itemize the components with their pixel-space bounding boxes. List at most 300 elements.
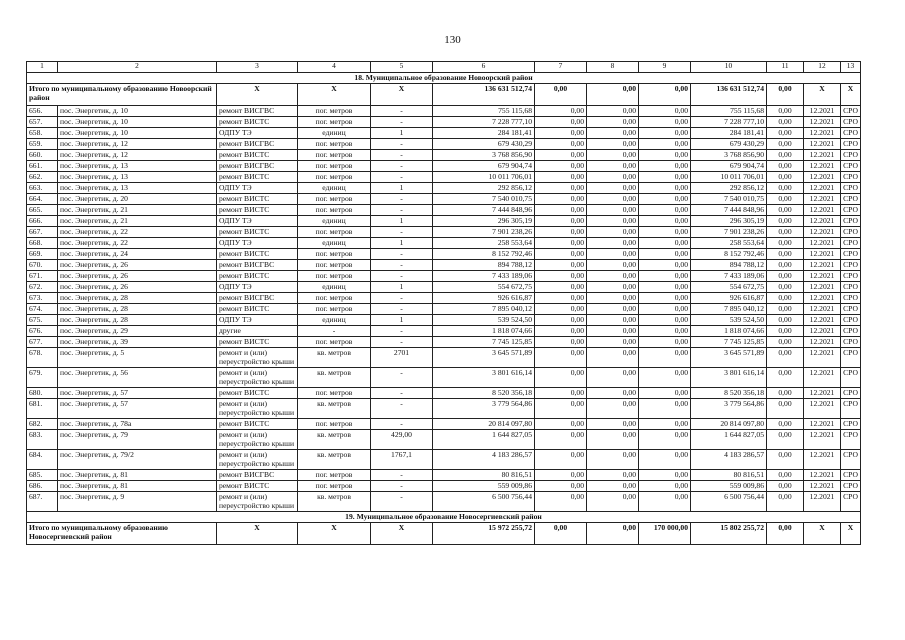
fund-cell: 0,00	[535, 315, 587, 326]
other-cell: 0,00	[767, 238, 804, 249]
owners-cell: 20 814 097,80	[691, 419, 767, 430]
unit-cell: пог. метров	[298, 260, 371, 271]
cost-cell: 10 011 706,01	[433, 172, 535, 183]
method-cell: СРО	[841, 368, 861, 388]
address-cell: пос. Энергетик, д. 24	[58, 249, 217, 260]
budget-cell: 0,00	[587, 326, 639, 337]
volume-cell: -	[371, 470, 433, 481]
unit-cell: пог. метров	[298, 419, 371, 430]
volume-cell: 1	[371, 128, 433, 139]
fund-cell: 0,00	[535, 368, 587, 388]
row-number: 664.	[27, 194, 58, 205]
address-cell: пос. Энергетик, д. 29	[58, 326, 217, 337]
volume-cell: -	[371, 419, 433, 430]
total-cell: X	[804, 84, 841, 106]
section-total-row	[27, 523, 861, 545]
local-cell: 0,00	[639, 117, 691, 128]
budget-cell: 0,00	[587, 216, 639, 227]
owners-cell: 3 768 856,90	[691, 150, 767, 161]
local-cell: 0,00	[639, 282, 691, 293]
address-cell: пос. Энергетик, д. 28	[58, 304, 217, 315]
method-cell: СРО	[841, 419, 861, 430]
budget-cell: 0,00	[587, 348, 639, 368]
address-cell: пос. Энергетик, д. 56	[58, 368, 217, 388]
row-number: 674.	[27, 304, 58, 315]
date-cell: 12.2021	[804, 348, 841, 368]
table-row	[27, 337, 861, 348]
other-cell: 0,00	[767, 282, 804, 293]
volume-cell: 1	[371, 183, 433, 194]
local-cell: 0,00	[639, 106, 691, 117]
fund-cell: 0,00	[535, 282, 587, 293]
row-number: 682.	[27, 419, 58, 430]
budget-cell: 0,00	[587, 106, 639, 117]
budget-cell: 0,00	[587, 282, 639, 293]
column-number: 10	[691, 62, 767, 73]
address-cell: пос. Энергетик, д. 26	[58, 282, 217, 293]
fund-cell: 0,00	[535, 337, 587, 348]
row-number: 661.	[27, 161, 58, 172]
date-cell: 12.2021	[804, 216, 841, 227]
work-type-cell: ремонт и (или) переустройство крыши	[217, 348, 298, 368]
cost-cell: 679 430,29	[433, 139, 535, 150]
address-cell: пос. Энергетик, д. 79/2	[58, 450, 217, 470]
volume-cell: -	[371, 150, 433, 161]
fund-cell: 0,00	[535, 161, 587, 172]
local-cell: 0,00	[639, 368, 691, 388]
total-cell: X	[841, 84, 861, 106]
fund-cell: 0,00	[535, 106, 587, 117]
total-cell: X	[217, 523, 298, 545]
local-cell: 0,00	[639, 326, 691, 337]
work-type-cell: ремонт и (или) переустройство крыши	[217, 492, 298, 512]
budget-cell: 0,00	[587, 117, 639, 128]
owners-cell: 3 645 571,89	[691, 348, 767, 368]
volume-cell: -	[371, 304, 433, 315]
other-cell: 0,00	[767, 128, 804, 139]
total-cell: 0,00	[639, 84, 691, 106]
local-cell: 0,00	[639, 315, 691, 326]
local-cell: 0,00	[639, 128, 691, 139]
other-cell: 0,00	[767, 216, 804, 227]
address-cell: пос. Энергетик, д. 28	[58, 315, 217, 326]
work-type-cell: ремонт ВИСГВС	[217, 470, 298, 481]
local-cell: 0,00	[639, 227, 691, 238]
address-cell: пос. Энергетик, д. 28	[58, 293, 217, 304]
local-cell: 0,00	[639, 430, 691, 450]
unit-cell: пог. метров	[298, 106, 371, 117]
row-number: 683.	[27, 430, 58, 450]
owners-cell: 554 672,75	[691, 282, 767, 293]
budget-cell: 0,00	[587, 139, 639, 150]
table-row	[27, 128, 861, 139]
date-cell: 12.2021	[804, 399, 841, 419]
table-row	[27, 293, 861, 304]
budget-cell: 0,00	[587, 194, 639, 205]
address-cell: пос. Энергетик, д. 79	[58, 430, 217, 450]
cost-cell: 3 801 616,14	[433, 368, 535, 388]
fund-cell: 0,00	[535, 238, 587, 249]
method-cell: СРО	[841, 249, 861, 260]
total-cell: 0,00	[587, 84, 639, 106]
work-type-cell: ремонт ВИСГВС	[217, 161, 298, 172]
other-cell: 0,00	[767, 419, 804, 430]
method-cell: СРО	[841, 492, 861, 512]
cost-cell: 3 768 856,90	[433, 150, 535, 161]
date-cell: 12.2021	[804, 450, 841, 470]
row-number: 663.	[27, 183, 58, 194]
address-cell: пос. Энергетик, д. 57	[58, 388, 217, 399]
total-cell: X	[298, 523, 371, 545]
method-cell: СРО	[841, 227, 861, 238]
row-number: 659.	[27, 139, 58, 150]
fund-cell: 0,00	[535, 216, 587, 227]
address-cell: пос. Энергетик, д. 9	[58, 492, 217, 512]
unit-cell: единиц	[298, 216, 371, 227]
other-cell: 0,00	[767, 388, 804, 399]
total-cell: 0,00	[767, 523, 804, 545]
table-row	[27, 348, 861, 368]
local-cell: 0,00	[639, 194, 691, 205]
budget-cell: 0,00	[587, 172, 639, 183]
owners-cell: 3 801 616,14	[691, 368, 767, 388]
owners-cell: 926 616,87	[691, 293, 767, 304]
date-cell: 12.2021	[804, 194, 841, 205]
local-cell: 0,00	[639, 150, 691, 161]
address-cell: пос. Энергетик, д. 13	[58, 172, 217, 183]
volume-cell: 1	[371, 216, 433, 227]
column-number: 6	[433, 62, 535, 73]
work-type-cell: ремонт ВИСТС	[217, 205, 298, 216]
fund-cell: 0,00	[535, 271, 587, 282]
unit-cell: -	[298, 326, 371, 337]
cost-cell: 7 444 848,96	[433, 205, 535, 216]
owners-cell: 539 524,50	[691, 315, 767, 326]
fund-cell: 0,00	[535, 388, 587, 399]
cost-cell: 20 814 097,80	[433, 419, 535, 430]
cost-cell: 554 672,75	[433, 282, 535, 293]
other-cell: 0,00	[767, 326, 804, 337]
method-cell: СРО	[841, 337, 861, 348]
row-number: 686.	[27, 481, 58, 492]
unit-cell: пог. метров	[298, 249, 371, 260]
budget-cell: 0,00	[587, 128, 639, 139]
address-cell: пос. Энергетик, д. 12	[58, 150, 217, 161]
volume-cell: -	[371, 106, 433, 117]
date-cell: 12.2021	[804, 260, 841, 271]
cost-cell: 296 305,19	[433, 216, 535, 227]
date-cell: 12.2021	[804, 139, 841, 150]
method-cell: СРО	[841, 293, 861, 304]
table-row	[27, 249, 861, 260]
local-cell: 0,00	[639, 481, 691, 492]
unit-cell: пог. метров	[298, 194, 371, 205]
total-cell: X	[841, 523, 861, 545]
work-type-cell: ремонт ВИСГВС	[217, 139, 298, 150]
owners-cell: 679 904,74	[691, 161, 767, 172]
work-type-cell: ремонт ВИСТС	[217, 194, 298, 205]
other-cell: 0,00	[767, 183, 804, 194]
cost-cell: 8 520 356,18	[433, 388, 535, 399]
cost-cell: 7 745 125,85	[433, 337, 535, 348]
unit-cell: пог. метров	[298, 172, 371, 183]
date-cell: 12.2021	[804, 419, 841, 430]
fund-cell: 0,00	[535, 194, 587, 205]
budget-cell: 0,00	[587, 150, 639, 161]
unit-cell: пог. метров	[298, 205, 371, 216]
address-cell: пос. Энергетик, д. 12	[58, 139, 217, 150]
local-cell: 0,00	[639, 293, 691, 304]
fund-cell: 0,00	[535, 150, 587, 161]
date-cell: 12.2021	[804, 326, 841, 337]
volume-cell: -	[371, 194, 433, 205]
volume-cell: -	[371, 249, 433, 260]
work-type-cell: ремонт ВИСГВС	[217, 106, 298, 117]
cost-cell: 7 228 777,10	[433, 117, 535, 128]
total-cell: 136 631 512,74	[691, 84, 767, 106]
work-type-cell: ремонт ВИСТС	[217, 150, 298, 161]
method-cell: СРО	[841, 481, 861, 492]
table-row	[27, 216, 861, 227]
budget-cell: 0,00	[587, 419, 639, 430]
work-type-cell: ОДПУ ТЭ	[217, 238, 298, 249]
total-cell: X	[217, 84, 298, 106]
budget-cell: 0,00	[587, 249, 639, 260]
date-cell: 12.2021	[804, 150, 841, 161]
budget-cell: 0,00	[587, 238, 639, 249]
row-number: 656.	[27, 106, 58, 117]
column-number: 13	[841, 62, 861, 73]
unit-cell: пог. метров	[298, 388, 371, 399]
owners-cell: 4 183 286,57	[691, 450, 767, 470]
method-cell: СРО	[841, 238, 861, 249]
total-cell: X	[298, 84, 371, 106]
work-type-cell: ремонт ВИСГВС	[217, 293, 298, 304]
column-number: 12	[804, 62, 841, 73]
address-cell: пос. Энергетик, д. 78а	[58, 419, 217, 430]
fund-cell: 0,00	[535, 249, 587, 260]
fund-cell: 0,00	[535, 399, 587, 419]
address-cell: пос. Энергетик, д. 39	[58, 337, 217, 348]
column-number: 5	[371, 62, 433, 73]
volume-cell: 1767,1	[371, 450, 433, 470]
budget-cell: 0,00	[587, 430, 639, 450]
date-cell: 12.2021	[804, 271, 841, 282]
volume-cell: -	[371, 271, 433, 282]
owners-cell: 755 115,68	[691, 106, 767, 117]
table-row	[27, 326, 861, 337]
method-cell: СРО	[841, 399, 861, 419]
total-cell: 15 972 255,72	[433, 523, 535, 545]
table-row	[27, 315, 861, 326]
unit-cell: единиц	[298, 183, 371, 194]
cost-cell: 679 904,74	[433, 161, 535, 172]
fund-cell: 0,00	[535, 304, 587, 315]
total-label: Итого по муниципальному образованию Новосергиевский район	[27, 523, 217, 545]
other-cell: 0,00	[767, 348, 804, 368]
other-cell: 0,00	[767, 368, 804, 388]
volume-cell: 1	[371, 315, 433, 326]
date-cell: 12.2021	[804, 430, 841, 450]
cost-cell: 539 524,50	[433, 315, 535, 326]
work-type-cell: ремонт и (или) переустройство крыши	[217, 399, 298, 419]
row-number: 684.	[27, 450, 58, 470]
other-cell: 0,00	[767, 492, 804, 512]
owners-cell: 8 152 792,46	[691, 249, 767, 260]
local-cell: 0,00	[639, 399, 691, 419]
total-cell: X	[371, 523, 433, 545]
row-number: 671.	[27, 271, 58, 282]
total-cell: 0,00	[767, 84, 804, 106]
other-cell: 0,00	[767, 304, 804, 315]
owners-cell: 7 540 010,75	[691, 194, 767, 205]
budget-cell: 0,00	[587, 315, 639, 326]
work-type-cell: ОДПУ ТЭ	[217, 216, 298, 227]
date-cell: 12.2021	[804, 293, 841, 304]
cost-cell: 1 818 074,66	[433, 326, 535, 337]
budget-cell: 0,00	[587, 293, 639, 304]
local-cell: 0,00	[639, 450, 691, 470]
owners-cell: 7 228 777,10	[691, 117, 767, 128]
row-number: 670.	[27, 260, 58, 271]
fund-cell: 0,00	[535, 205, 587, 216]
owners-cell: 8 520 356,18	[691, 388, 767, 399]
method-cell: СРО	[841, 128, 861, 139]
local-cell: 0,00	[639, 271, 691, 282]
other-cell: 0,00	[767, 117, 804, 128]
fund-cell: 0,00	[535, 183, 587, 194]
date-cell: 12.2021	[804, 481, 841, 492]
volume-cell: -	[371, 117, 433, 128]
unit-cell: пог. метров	[298, 304, 371, 315]
volume-cell: -	[371, 399, 433, 419]
date-cell: 12.2021	[804, 161, 841, 172]
row-number: 687.	[27, 492, 58, 512]
row-number: 665.	[27, 205, 58, 216]
local-cell: 0,00	[639, 139, 691, 150]
local-cell: 0,00	[639, 183, 691, 194]
budget-cell: 0,00	[587, 388, 639, 399]
other-cell: 0,00	[767, 271, 804, 282]
budget-cell: 0,00	[587, 161, 639, 172]
owners-cell: 80 816,51	[691, 470, 767, 481]
fund-cell: 0,00	[535, 326, 587, 337]
method-cell: СРО	[841, 161, 861, 172]
work-type-cell: ремонт ВИСТС	[217, 172, 298, 183]
row-number: 666.	[27, 216, 58, 227]
fund-cell: 0,00	[535, 348, 587, 368]
table-row	[27, 194, 861, 205]
unit-cell: кв. метров	[298, 348, 371, 368]
volume-cell: -	[371, 260, 433, 271]
row-number: 677.	[27, 337, 58, 348]
work-type-cell: другие	[217, 326, 298, 337]
address-cell: пос. Энергетик, д. 13	[58, 183, 217, 194]
local-cell: 0,00	[639, 470, 691, 481]
unit-cell: кв. метров	[298, 368, 371, 388]
method-cell: СРО	[841, 470, 861, 481]
other-cell: 0,00	[767, 139, 804, 150]
row-number: 681.	[27, 399, 58, 419]
total-label: Итого по муниципальному образованию Новоорский район	[27, 84, 217, 106]
work-type-cell: ремонт и (или) переустройство крыши	[217, 368, 298, 388]
other-cell: 0,00	[767, 150, 804, 161]
other-cell: 0,00	[767, 205, 804, 216]
table-row	[27, 271, 861, 282]
other-cell: 0,00	[767, 450, 804, 470]
unit-cell: кв. метров	[298, 450, 371, 470]
unit-cell: пог. метров	[298, 481, 371, 492]
owners-cell: 7 745 125,85	[691, 337, 767, 348]
page-number: 130	[444, 34, 461, 46]
cost-cell: 1 644 827,05	[433, 430, 535, 450]
table-row	[27, 470, 861, 481]
owners-cell: 292 856,12	[691, 183, 767, 194]
budget-cell: 0,00	[587, 227, 639, 238]
table-row	[27, 481, 861, 492]
fund-cell: 0,00	[535, 430, 587, 450]
volume-cell: -	[371, 161, 433, 172]
other-cell: 0,00	[767, 481, 804, 492]
volume-cell: 429,00	[371, 430, 433, 450]
cost-cell: 559 009,86	[433, 481, 535, 492]
row-number: 669.	[27, 249, 58, 260]
volume-cell: 1	[371, 238, 433, 249]
work-type-cell: ремонт ВИСТС	[217, 304, 298, 315]
volume-cell: -	[371, 172, 433, 183]
fund-cell: 0,00	[535, 450, 587, 470]
table-row	[27, 399, 861, 419]
budget-cell: 0,00	[587, 337, 639, 348]
table-row	[27, 139, 861, 150]
method-cell: СРО	[841, 106, 861, 117]
table-row	[27, 282, 861, 293]
volume-cell: -	[371, 368, 433, 388]
column-number: 2	[58, 62, 217, 73]
work-type-cell: ремонт ВИСТС	[217, 117, 298, 128]
owners-cell: 284 181,41	[691, 128, 767, 139]
cost-cell: 292 856,12	[433, 183, 535, 194]
method-cell: СРО	[841, 205, 861, 216]
method-cell: СРО	[841, 348, 861, 368]
unit-cell: единиц	[298, 238, 371, 249]
fund-cell: 0,00	[535, 139, 587, 150]
column-number: 3	[217, 62, 298, 73]
method-cell: СРО	[841, 388, 861, 399]
date-cell: 12.2021	[804, 183, 841, 194]
budget-cell: 0,00	[587, 450, 639, 470]
table-row	[27, 304, 861, 315]
table-row	[27, 430, 861, 450]
method-cell: СРО	[841, 282, 861, 293]
date-cell: 12.2021	[804, 117, 841, 128]
unit-cell: пог. метров	[298, 161, 371, 172]
fund-cell: 0,00	[535, 492, 587, 512]
column-number: 1	[27, 62, 58, 73]
local-cell: 0,00	[639, 205, 691, 216]
local-cell: 0,00	[639, 238, 691, 249]
unit-cell: кв. метров	[298, 430, 371, 450]
total-cell: 15 802 255,72	[691, 523, 767, 545]
local-cell: 0,00	[639, 388, 691, 399]
work-type-cell: ОДПУ ТЭ	[217, 282, 298, 293]
row-number: 678.	[27, 348, 58, 368]
column-number: 11	[767, 62, 804, 73]
cost-cell: 7 895 040,12	[433, 304, 535, 315]
table-row	[27, 368, 861, 388]
unit-cell: пог. метров	[298, 271, 371, 282]
budget-cell: 0,00	[587, 183, 639, 194]
